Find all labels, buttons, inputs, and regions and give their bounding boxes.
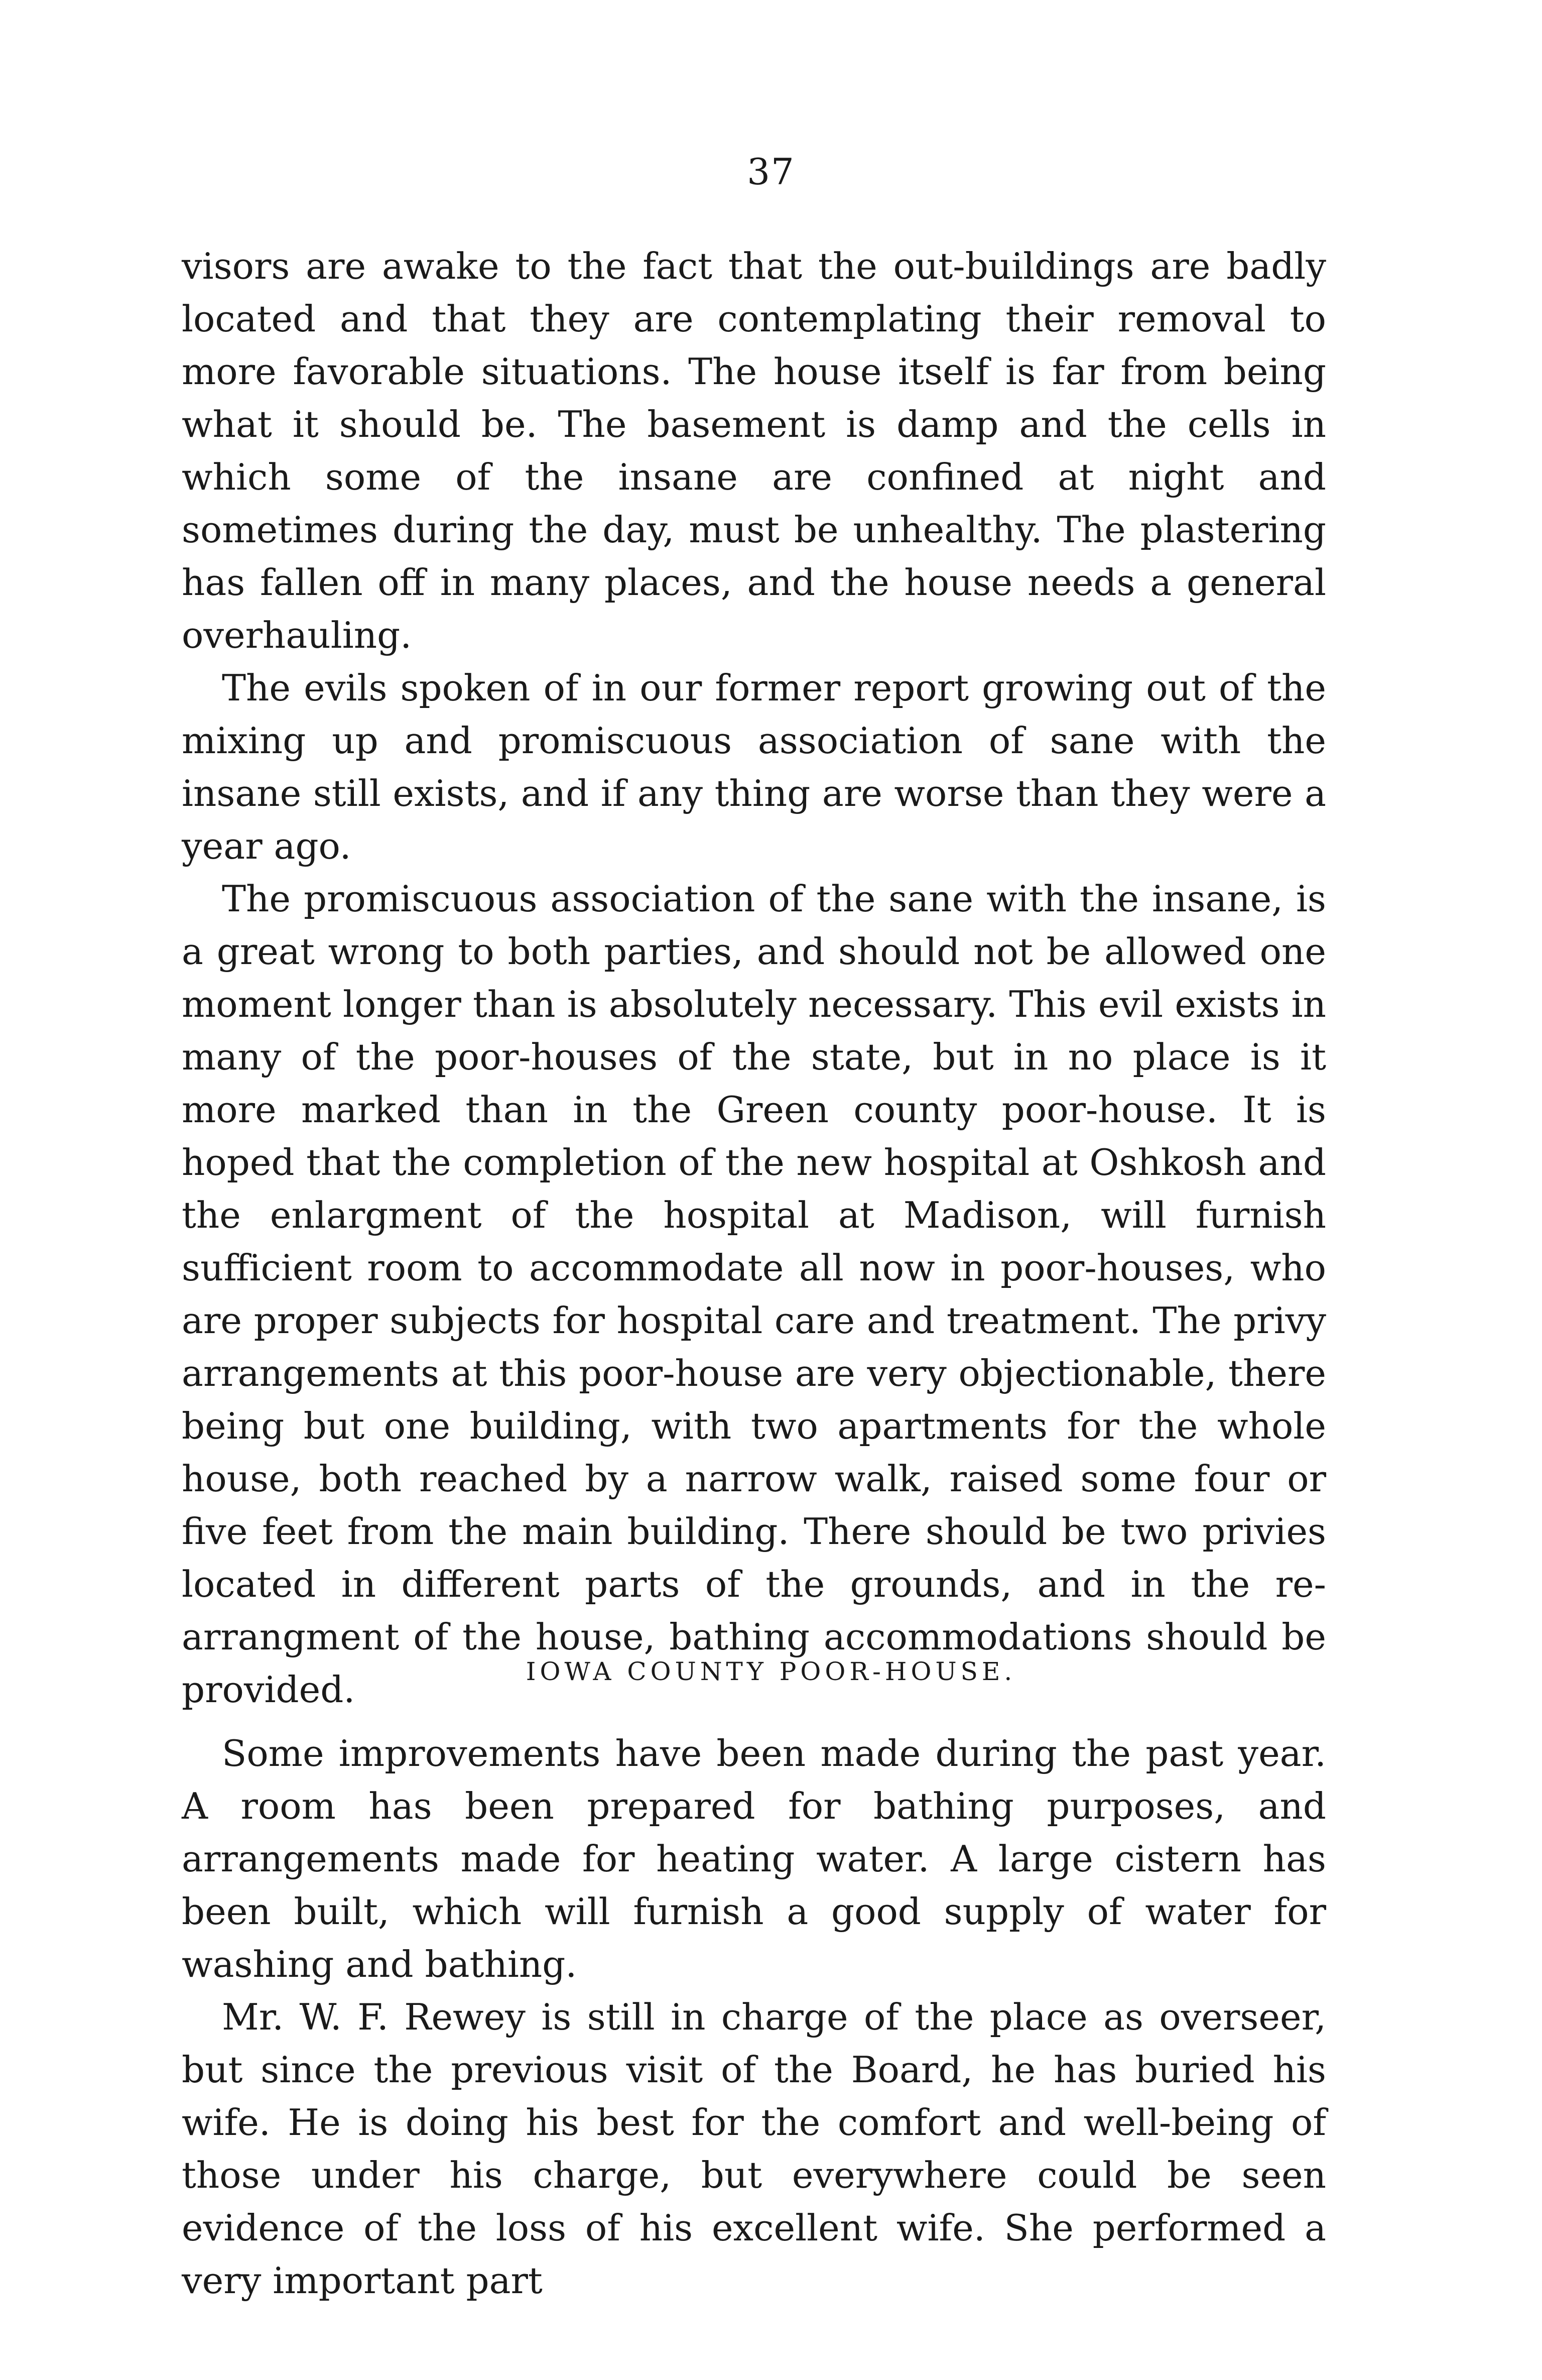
section-heading: IOWA COUNTY POOR-HOUSE. — [526, 1657, 1016, 1686]
body-text-top — [182, 240, 1326, 1716]
paragraph-continuation: visors are awake to the fact that the out-buildings are badly located and that they are contemplating their removal to more favorable situations. The house itself is far from being what it should be. The basement is damp and the cells in which some of the insane are confined at night and sometimes during the day, must be unhealthy. The plastering has fallen off in many places, and the house needs a general overhauling. — [182, 245, 1326, 656]
paragraph-promiscuous-association: The promiscuous association of the sane with the insane, is a great wrong to both parties, and should not be allowed one moment longer than is absolutely necessary. This evil exists in many of the poor-houses of the state, but in no place is it more marked than in the Green county poor-house. It is hoped that the completion of the new hospital at Oshkosh and the enlargment of the hospital at Madison, will furnish sufficient room to accommodate all now in poor-houses, who are proper subjects for hospital care and treatment. The privy arrangements at this poor-house are very objectionable, there being but one building, with two apartments for the whole house, both reached by a narrow walk, raised some four or five feet from the main building. There should be two privies located in different parts of the grounds, and in the re-arrangment of the house, bathing accommodations should be provided. — [182, 878, 1326, 1711]
page-number: 37 — [747, 151, 795, 193]
paragraph-overseer: Mr. W. F. Rewey is still in charge of the place as overseer, but since the previous visit of the Board, he has buried his wife. He is doing his best for the comfort and well-being of those under his charge, but everywhere could be seen evidence of the loss of his excellent wife. She performed a very important part — [182, 1996, 1326, 2302]
paragraph-improvements: Some improvements have been made during the past year. A room has been prepared for bathing purposes, and arrangements made for heating water. A large cistern has been built, which will furnish a good supply of water for washing and bathing. — [182, 1732, 1326, 1985]
body-text-bottom — [182, 1727, 1326, 2307]
paragraph-evils: The evils spoken of in our former report growing out of the mixing up and promiscuous association of sane with the insane still exists, and if any thing are worse than they were a year ago. — [182, 667, 1326, 867]
